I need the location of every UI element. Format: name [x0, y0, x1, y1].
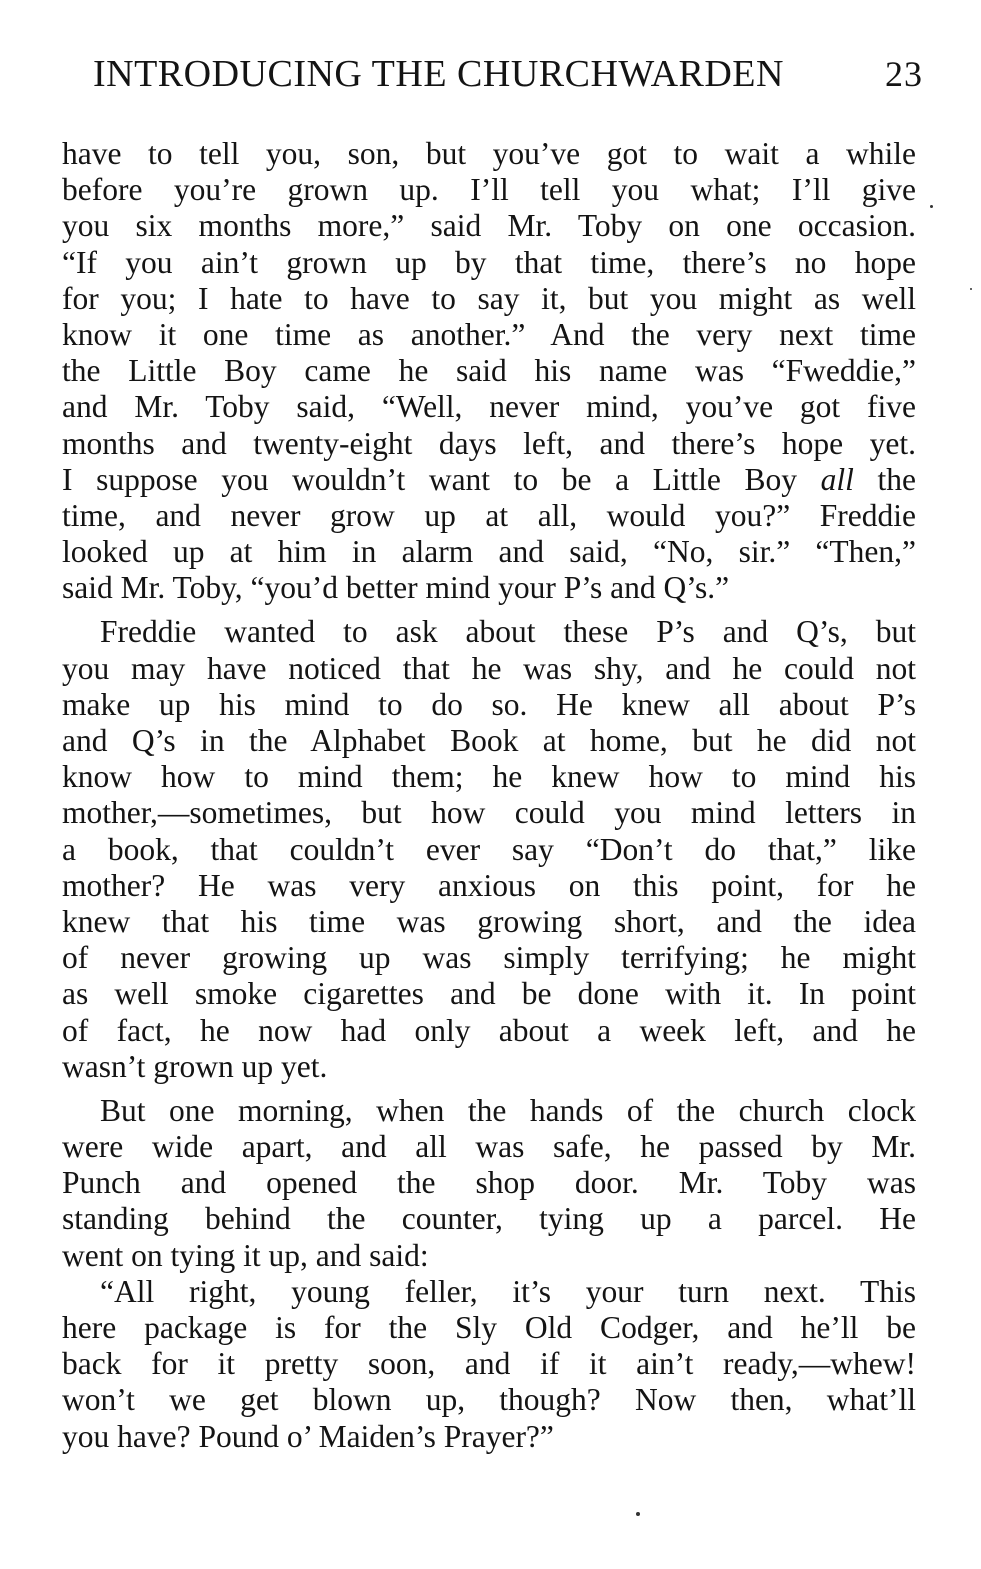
running-head: [93, 52, 923, 100]
text-line: you may have noticed that he was shy, and he could not: [62, 650, 916, 686]
text-line: were wide apart, and all was safe, he passed by Mr.: [62, 1129, 916, 1165]
text-line: said Mr. Toby, “you’d better mind your P’s and Q’s.”: [62, 570, 730, 606]
text-line: But one morning, when the hands of the church clock: [100, 1092, 916, 1128]
text-line: standing behind the counter, tying up a parcel. He: [62, 1201, 916, 1237]
scan-speck: [930, 205, 933, 208]
text-line-with-italic: [62, 462, 916, 498]
text-line: went on tying it up, and said:: [62, 1237, 429, 1273]
text-line: before you’re grown up. I’ll tell you what; I’ll give: [62, 172, 916, 208]
text-line: make up his mind to do so. He knew all about P’s: [62, 686, 916, 722]
text-line: the Little Boy came he said his name was “Fweddie,”: [62, 353, 916, 389]
text-line: for you; I hate to have to say it, but you might as well: [62, 280, 916, 316]
body-text: [62, 136, 916, 1455]
text-line: here package is for the Sly Old Codger, and he’ll be: [62, 1310, 916, 1345]
text-line: wasn’t grown up yet.: [62, 1048, 328, 1084]
text-line: a book, that couldn’t ever say “Don’t do that,” like: [62, 831, 916, 867]
text-line: of never growing up was simply terrifying; he might: [62, 940, 916, 976]
scan-speck: [636, 1512, 640, 1516]
text-line: you have? Pound o’ Maiden’s Prayer?”: [62, 1418, 554, 1454]
text-line: and Q’s in the Alphabet Book at home, but he did not: [62, 723, 916, 758]
italic-word: all: [820, 461, 854, 497]
paragraph: [62, 1093, 916, 1274]
scan-speck: [970, 288, 972, 290]
text-line: know it one time as another.” And the very next time: [62, 316, 916, 352]
text-line: have to tell you, son, but you’ve got to wait a while: [62, 136, 916, 171]
text-line: of fact, he now had only about a week left, and he: [62, 1012, 916, 1048]
text-segment: I suppose you wouldn’t want to be a Little Boy: [62, 461, 798, 497]
paragraph: [62, 136, 916, 606]
paragraph: [62, 1274, 916, 1455]
text-line: Freddie wanted to ask about these P’s and Q’s, but: [100, 614, 916, 650]
text-line: won’t we get blown up, though? Now then, what’ll: [62, 1382, 916, 1418]
text-line: “If you ain’t grown up by that time, there’s no hope: [62, 244, 916, 280]
text-line: mother? He was very anxious on this point, for he: [62, 867, 916, 903]
text-line: Punch and opened the shop door. Mr. Toby was: [62, 1165, 916, 1201]
text-line: knew that his time was growing short, and the idea: [62, 903, 916, 939]
paragraph-spacing: [62, 606, 916, 614]
text-line: and Mr. Toby said, “Well, never mind, you’ve got five: [62, 389, 916, 425]
text-line: “All right, young feller, it’s your turn next. This: [100, 1273, 916, 1309]
text-line: time, and never grow up at all, would you?” Freddie: [62, 497, 916, 533]
text-line: looked up at him in alarm and said, “No, sir.” “Then,”: [62, 534, 916, 570]
text-line: as well smoke cigarettes and be done with it. In point: [62, 976, 916, 1012]
paragraph: [62, 614, 916, 1084]
page-number: 23: [885, 54, 923, 94]
text-line: back for it pretty soon, and if it ain’t ready,—whew!: [62, 1346, 916, 1382]
text-line: mother,—sometimes, but how could you mind letters in: [62, 795, 916, 831]
text-line: know how to mind them; he knew how to mind his: [62, 759, 916, 795]
chapter-title: INTRODUCING THE CHURCHWARDEN: [93, 53, 784, 95]
text-segment: the: [877, 461, 916, 497]
text-line: you six months more,” said Mr. Toby on one occasion.: [62, 208, 916, 244]
text-line: months and twenty-eight days left, and there’s hope yet.: [62, 425, 916, 461]
paragraph-spacing: [62, 1085, 916, 1093]
